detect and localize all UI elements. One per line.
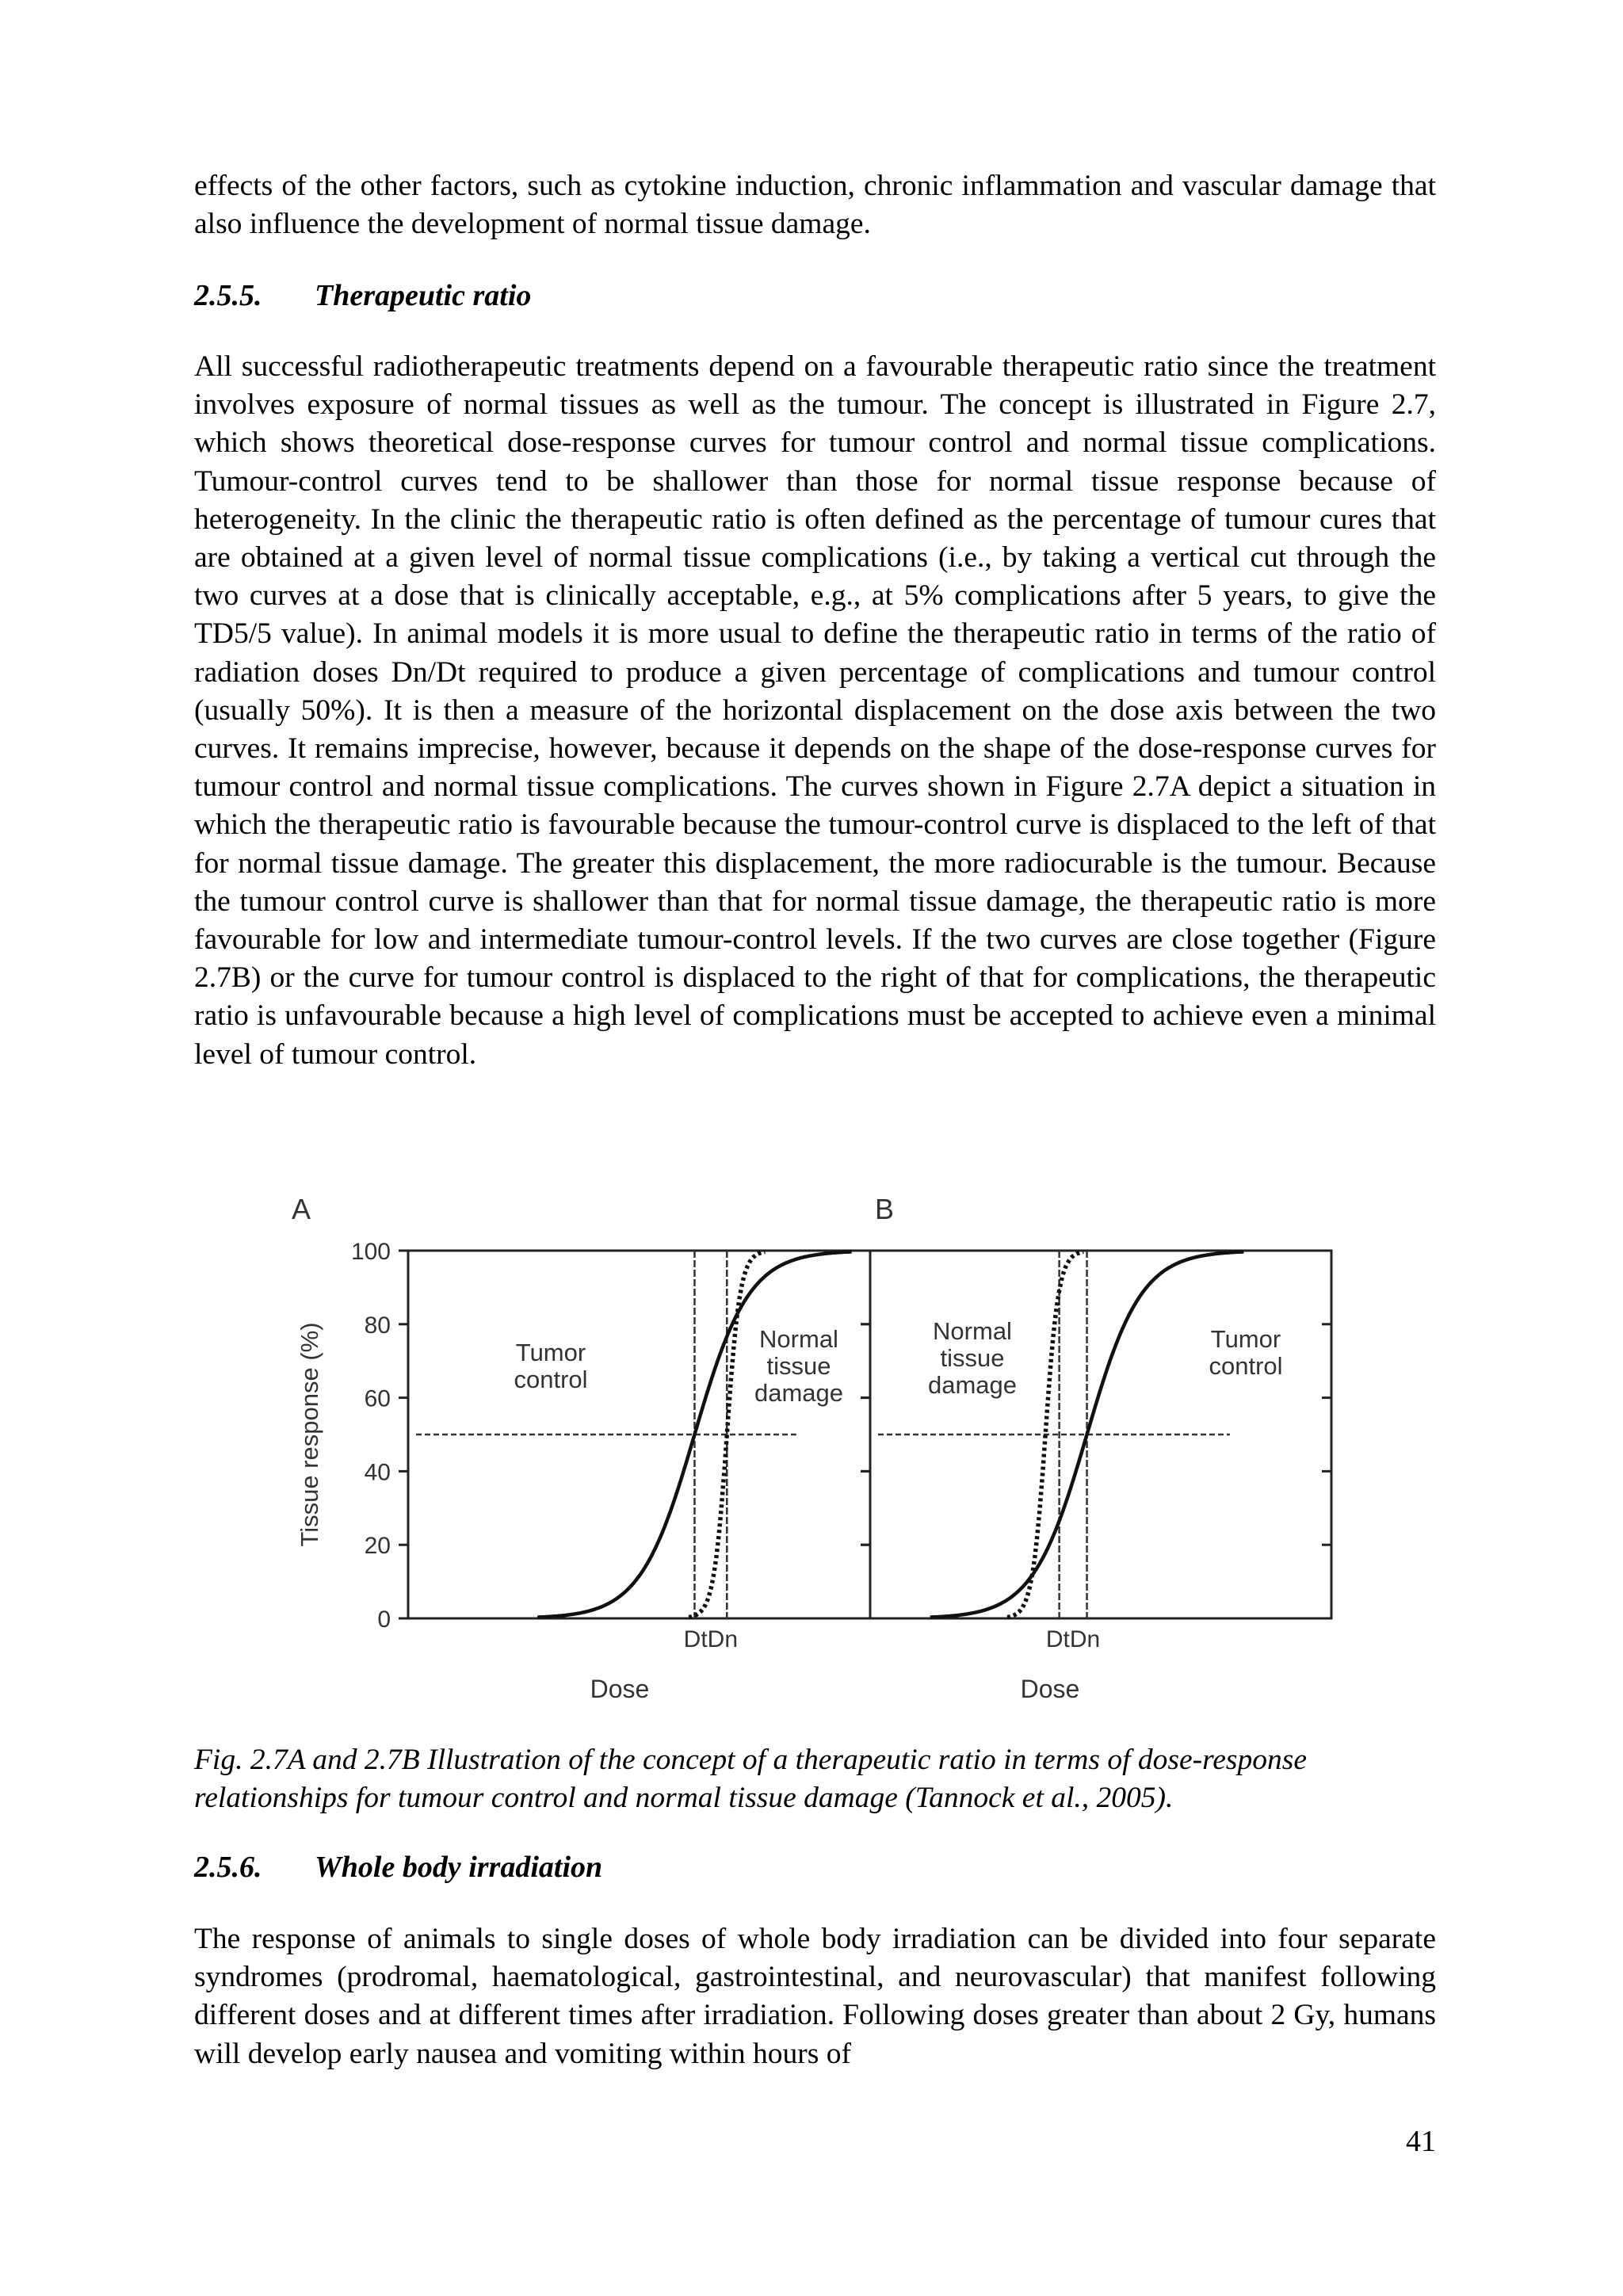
dose-marker-label: DtDn	[683, 1626, 739, 1652]
panel-label: B	[875, 1193, 895, 1225]
section-number: 2.5.6.	[194, 1851, 262, 1884]
curve-label: tissue	[940, 1344, 1005, 1372]
intro-paragraph: effects of the other factors, such as cytokine induction, chronic inflammation and vascular damage that also influence the development of normal tissue damage.	[194, 170, 1436, 241]
curve-label: Normal	[759, 1325, 838, 1353]
section-number: 2.5.5.	[194, 279, 262, 312]
curve-label: damage	[754, 1379, 844, 1407]
page-number: 41	[1406, 2125, 1436, 2158]
x-axis-title: Dose	[1020, 1675, 1080, 1703]
y-tick-label: 40	[364, 1459, 391, 1486]
y-tick-label: 0	[377, 1606, 391, 1633]
curve-label: Normal	[933, 1317, 1012, 1345]
figure-caption: Fig. 2.7A and 2.7B Illustration of the concept of a therapeutic ratio in terms of dose-response relationships for tumour control and normal tissue damage (Tannock et al., 2005).	[194, 1744, 1308, 1814]
y-tick-label: 100	[350, 1239, 391, 1265]
therapeutic-ratio-paragraph: All successful radiotherapeutic treatments depend on a favourable therapeutic ratio since the treatment involves exposure of normal tissues as well as the tumour. The concept is illustrated in Figure 2.7, which shows theoretical dose-response curves for tumour control and normal tissue complications. Tumour-control curves tend to be shallower than those for normal tissue response because of heterogeneity. In the clinic the therapeutic ratio is often defined as the percentage of tumour cures that are obtained at a given level of normal tissue complications (i.e., by taking a vertical cut through the two curves at a dose that is clinically acceptable, e.g., at 5% complications after 5 years, to give the TD5/5 value). In animal models it is more usual to define the therapeutic ratio in terms of the ratio of radiation doses Dn/Dt required to produce a given percentage of complications and tumour control (usually 50%). It is then a measure of the horizontal displacement on the dose axis between the two curves. It remains imprecise, however, because it depends on the shape of the dose-response curves for tumour control and normal tissue complications. The curves shown in Figure 2.7A depict a situation in which the therapeutic ratio is favourable because the tumour-control curve is displaced to the left of that for normal tissue damage. The greater this displacement, the more radiocurable is the tumour. Because the tumour control curve is shallower than that for normal tissue damage, the therapeutic ratio is more favourable for low and intermediate tumour-control levels. If the two curves are close together (Figure 2.7B) or the curve for tumour control is displaced to the right of that for complications, the therapeutic ratio is unfavourable because a high level of complications must be accepted to achieve even a minimal level of tumour control.	[194, 350, 1436, 1071]
curve-label: damage	[927, 1371, 1018, 1399]
y-axis-title: Tissue response (%)	[296, 1322, 323, 1547]
section-title: Therapeutic ratio	[315, 279, 532, 312]
y-tick-label: 80	[364, 1312, 391, 1339]
curve-label: control	[1209, 1352, 1283, 1380]
curve-label: Tumor	[515, 1339, 586, 1366]
curve-label: Tumor	[1210, 1325, 1281, 1353]
whole-body-paragraph: The response of animals to single doses of whole body irradiation can be divided into four separate syndromes (prodromal, haematological, gastrointestinal, and neurovascular) that manifest following different doses and at different times after irradiation. Following doses greater than about 2 Gy, humans will develop early nausea and vomiting within hours of	[194, 1923, 1436, 2070]
section-title: Whole body irradiation	[315, 1851, 603, 1884]
y-tick-label: 20	[364, 1533, 391, 1560]
curve-label: control	[514, 1366, 588, 1393]
y-tick-label: 60	[364, 1385, 391, 1412]
dose-marker-label: DtDn	[1045, 1626, 1101, 1652]
curve-label: tissue	[766, 1352, 831, 1380]
section-heading-whole-body	[194, 1850, 602, 1885]
x-axis-title: Dose	[590, 1675, 650, 1703]
panel-label: A	[292, 1193, 311, 1225]
